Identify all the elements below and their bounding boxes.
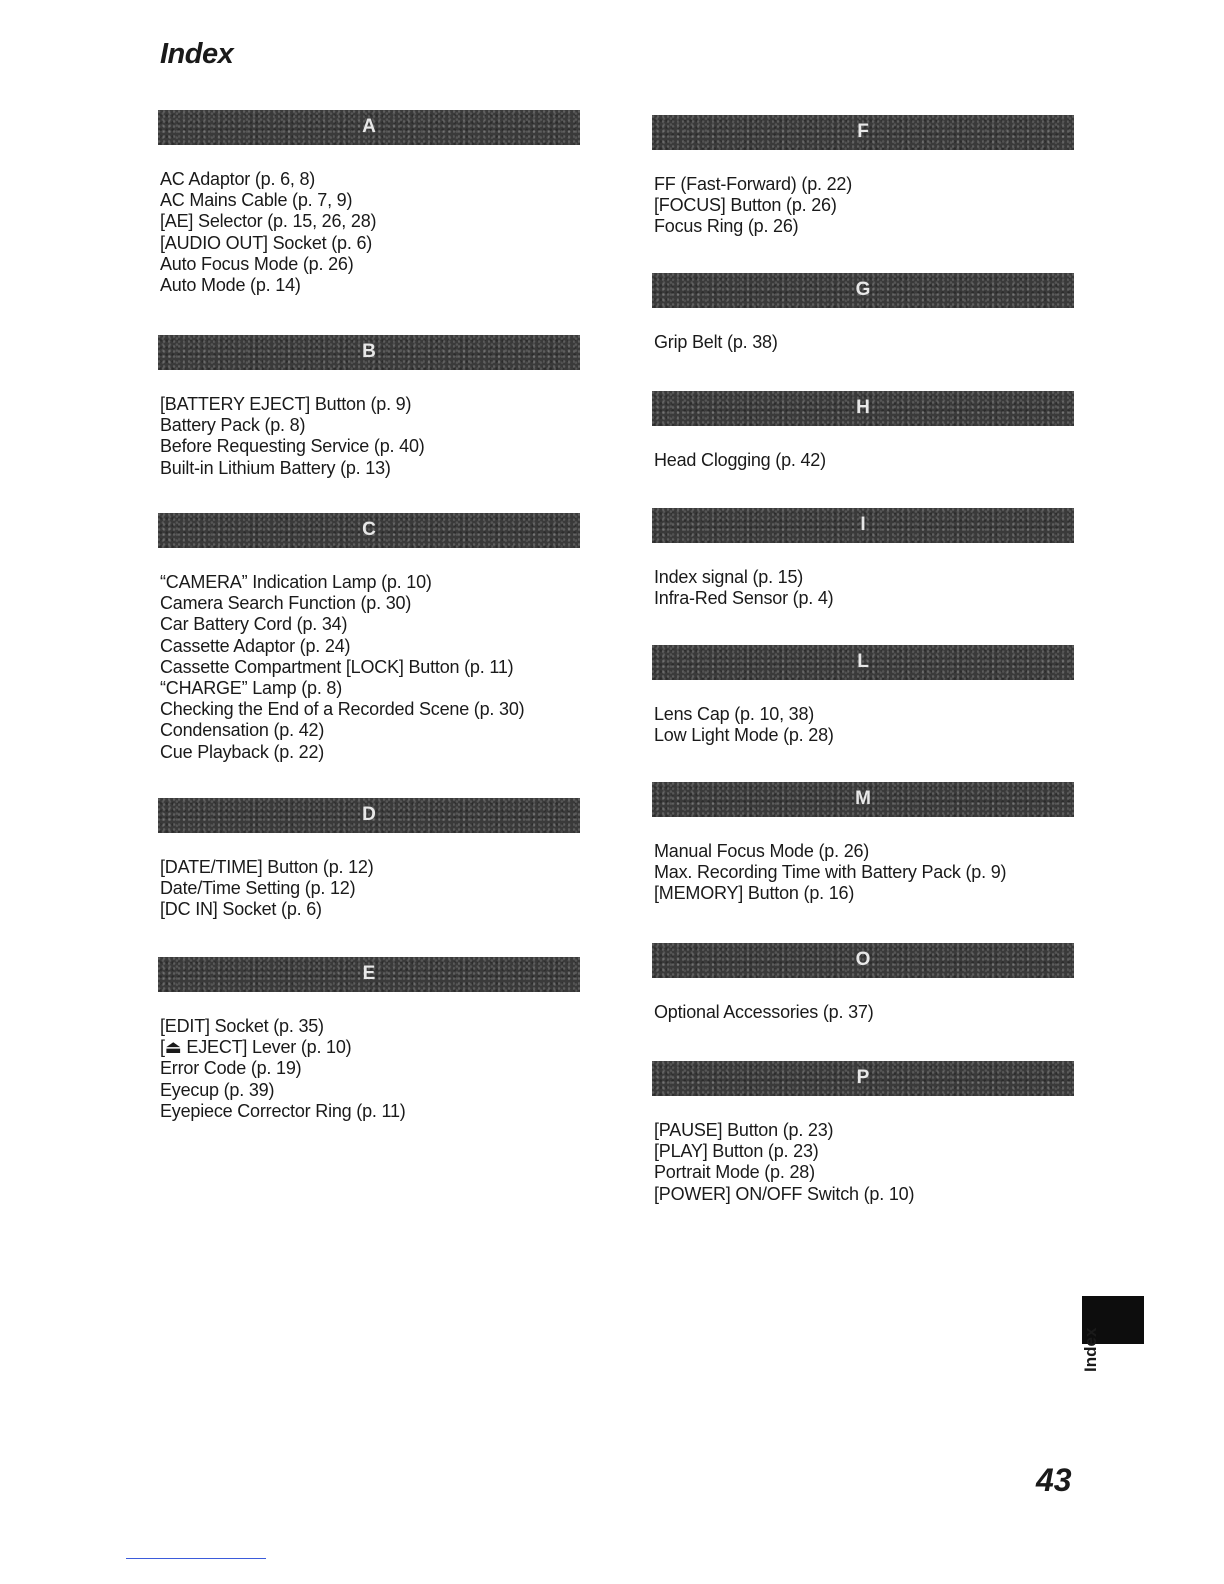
section-i xyxy=(652,508,1074,609)
entry-list xyxy=(654,174,1074,238)
index-entry: [⏏ EJECT] Lever (p. 10) xyxy=(160,1037,352,1058)
index-entry: AC Adaptor (p. 6, 8) xyxy=(160,169,316,189)
index-entry: “CHARGE” Lamp (p. 8) xyxy=(160,678,343,699)
index-entry: Index signal (p. 15) xyxy=(654,567,804,587)
section-header-c xyxy=(158,513,580,548)
index-entry: FF (Fast-Forward) (p. 22) xyxy=(654,174,853,194)
section-c xyxy=(158,513,580,763)
index-entry: [AE] Selector (p. 15, 26, 28) xyxy=(160,211,377,232)
index-entry: Cue Playback (p. 22) xyxy=(160,741,325,762)
section-letter: B xyxy=(362,341,376,362)
page-title: Index xyxy=(160,38,234,70)
section-letter: H xyxy=(856,397,870,418)
section-header-m xyxy=(652,782,1074,817)
section-a xyxy=(158,110,580,296)
section-e xyxy=(158,957,580,1122)
section-d xyxy=(158,798,580,921)
entry-list xyxy=(654,704,1074,746)
index-entry: Date/Time Setting (p. 12) xyxy=(160,878,356,899)
index-entry: Built-in Lithium Battery (p. 13) xyxy=(160,457,391,478)
index-entry: Focus Ring (p. 26) xyxy=(654,216,799,237)
index-entry: Auto Focus Mode (p. 26) xyxy=(160,253,354,274)
index-entry: Auto Mode (p. 14) xyxy=(160,275,301,296)
index-entry: Grip Belt (p. 38) xyxy=(654,332,778,352)
section-letter: D xyxy=(362,804,376,825)
section-letter: G xyxy=(855,279,871,300)
section-letter: P xyxy=(856,1067,870,1088)
section-header-f xyxy=(652,115,1074,150)
section-g xyxy=(652,273,1074,353)
index-entry: “CAMERA” Indication Lamp (p. 10) xyxy=(160,572,432,592)
page-number: 43 xyxy=(1036,1462,1072,1498)
index-entry: Manual Focus Mode (p. 26) xyxy=(654,841,870,861)
section-letter: E xyxy=(362,963,376,984)
entry-list xyxy=(654,332,1074,353)
index-entry: [PAUSE] Button (p. 23) xyxy=(654,1120,834,1140)
index-entry: Low Light Mode (p. 28) xyxy=(654,725,834,746)
section-l xyxy=(652,645,1074,746)
index-entry: Error Code (p. 19) xyxy=(160,1058,302,1079)
index-entry: [DC IN] Socket (p. 6) xyxy=(160,899,322,920)
index-entry: Max. Recording Time with Battery Pack (p. 9) xyxy=(654,862,1007,883)
entry-list xyxy=(654,1002,1074,1023)
section-header-b xyxy=(158,335,580,370)
index-entry: Checking the End of a Recorded Scene (p. 30) xyxy=(160,699,525,720)
entry-list xyxy=(160,1016,580,1122)
section-header-i xyxy=(652,508,1074,543)
section-letter: L xyxy=(857,651,869,672)
section-h xyxy=(652,391,1074,471)
section-header-p xyxy=(652,1061,1074,1096)
section-b xyxy=(158,335,580,479)
section-header-l xyxy=(652,645,1074,680)
section-letter: F xyxy=(857,121,869,142)
index-entry: [AUDIO OUT] Socket (p. 6) xyxy=(160,232,373,253)
index-entry: Cassette Compartment [LOCK] Button (p. 11) xyxy=(160,656,514,677)
index-entry: Camera Search Function (p. 30) xyxy=(160,593,412,614)
section-header-o xyxy=(652,943,1074,978)
entry-list xyxy=(654,841,1074,905)
side-index-label: Index xyxy=(1081,1327,1100,1372)
entry-list xyxy=(654,450,1074,471)
footer-rule xyxy=(126,1558,266,1559)
index-entry: [EDIT] Socket (p. 35) xyxy=(160,1016,324,1036)
index-entry: Eyecup (p. 39) xyxy=(160,1079,275,1100)
index-entry: [PLAY] Button (p. 23) xyxy=(654,1141,819,1162)
section-letter: O xyxy=(855,949,871,970)
entry-list xyxy=(160,169,580,296)
section-letter: M xyxy=(855,788,871,809)
index-entry: [BATTERY EJECT] Button (p. 9) xyxy=(160,394,412,414)
index-entry: AC Mains Cable (p. 7, 9) xyxy=(160,190,353,211)
section-header-d xyxy=(158,798,580,833)
section-header-e xyxy=(158,957,580,992)
section-o xyxy=(652,943,1074,1023)
section-header-h xyxy=(652,391,1074,426)
index-entry: Portrait Mode (p. 28) xyxy=(654,1162,815,1183)
section-header-g xyxy=(652,273,1074,308)
section-header-a xyxy=(158,110,580,145)
section-p xyxy=(652,1061,1074,1205)
index-entry: [POWER] ON/OFF Switch (p. 10) xyxy=(654,1183,915,1204)
entry-list xyxy=(654,1120,1074,1205)
index-entry: Lens Cap (p. 10, 38) xyxy=(654,704,815,724)
index-entry: Car Battery Cord (p. 34) xyxy=(160,614,348,635)
section-letter: I xyxy=(860,514,866,535)
index-entry: [MEMORY] Button (p. 16) xyxy=(654,883,855,904)
index-entry: Condensation (p. 42) xyxy=(160,720,325,741)
entry-list xyxy=(160,572,580,763)
entry-list xyxy=(654,567,1074,609)
index-entry: Head Clogging (p. 42) xyxy=(654,450,826,470)
index-entry: [FOCUS] Button (p. 26) xyxy=(654,195,837,216)
entry-list xyxy=(160,394,580,479)
entry-list xyxy=(160,857,580,921)
index-entry: Cassette Adaptor (p. 24) xyxy=(160,635,351,656)
index-entry: Battery Pack (p. 8) xyxy=(160,415,306,436)
section-letter: A xyxy=(362,116,376,137)
section-m xyxy=(652,782,1074,905)
index-entry: Eyepiece Corrector Ring (p. 11) xyxy=(160,1100,406,1121)
index-entry: Infra-Red Sensor (p. 4) xyxy=(654,588,834,609)
index-entry: [DATE/TIME] Button (p. 12) xyxy=(160,857,374,877)
index-entry: Before Requesting Service (p. 40) xyxy=(160,436,425,457)
index-entry: Optional Accessories (p. 37) xyxy=(654,1002,874,1022)
section-letter: C xyxy=(362,519,376,540)
section-f xyxy=(652,115,1074,238)
